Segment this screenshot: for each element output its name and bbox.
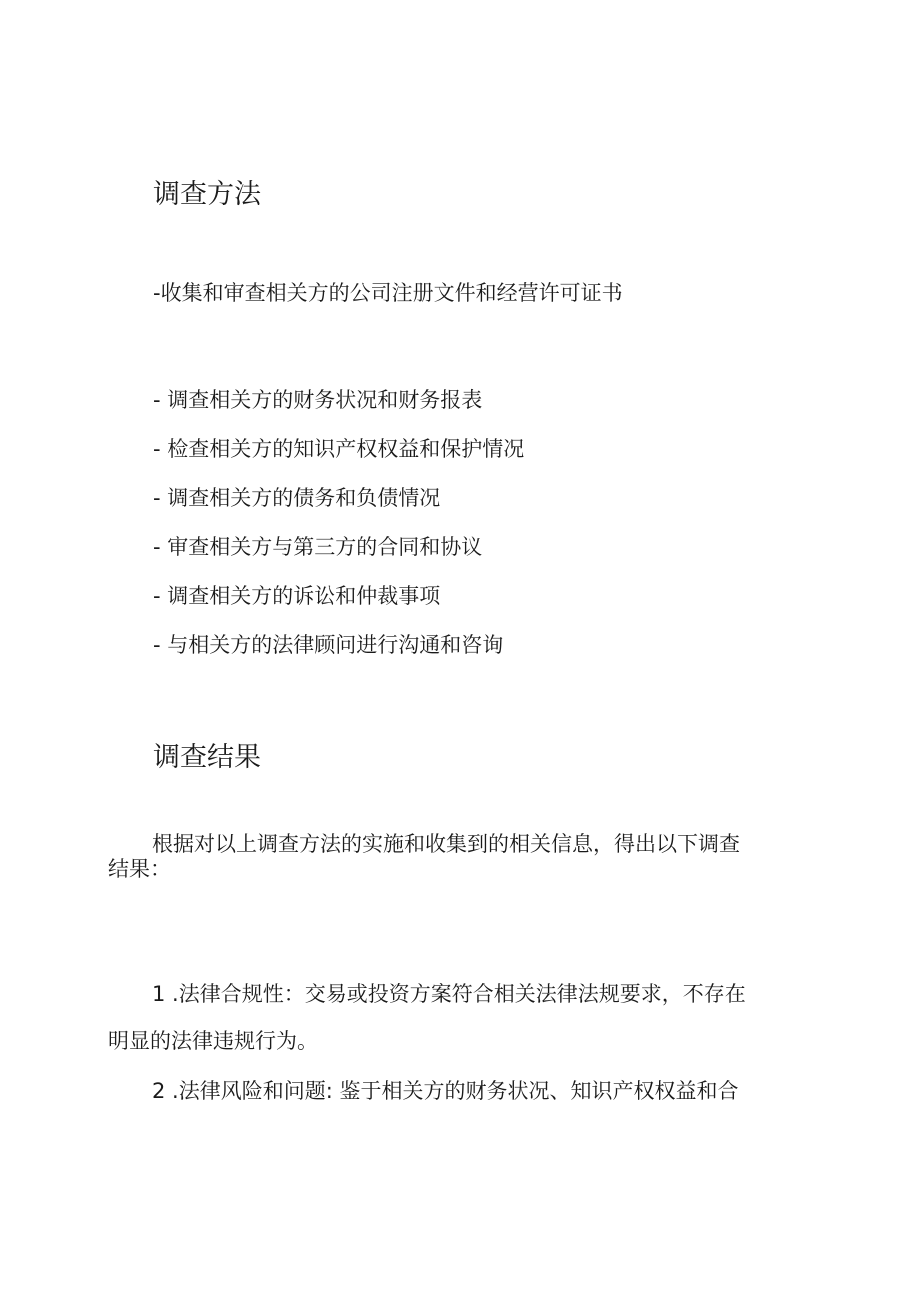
methods-item: - 审查相关方与第三方的合同和协议 [153, 535, 483, 559]
results-intro-line1: 根据对以上调查方法的实施和收集到的相关信息，得出以下调查 [152, 832, 740, 856]
methods-item: - 调查相关方的财务状况和财务报表 [153, 388, 483, 412]
methods-heading: 调查方法 [153, 179, 261, 210]
results-intro-line2: 结果： [108, 857, 171, 881]
results-item2-line1: 2 .法律风险和问题: 鉴于相关方的财务状况、知识产权权益和合 [152, 1079, 739, 1103]
methods-item: - 与相关方的法律顾问进行沟通和咨询 [153, 633, 504, 657]
methods-item: - 检查相关方的知识产权权益和保护情况 [153, 437, 525, 461]
results-item1-line1: 1 .法律合规性：交易或投资方案符合相关法律法规要求，不存在 [152, 982, 746, 1006]
results-heading: 调查结果 [153, 742, 261, 773]
results-item1-line2: 明显的法律违规行为。 [108, 1029, 318, 1053]
methods-item: - 调查相关方的诉讼和仲裁事项 [153, 584, 441, 608]
methods-first-item: -收集和审查相关方的公司注册文件和经营许可证书 [153, 281, 623, 305]
methods-item: - 调查相关方的债务和负债情况 [153, 486, 441, 510]
